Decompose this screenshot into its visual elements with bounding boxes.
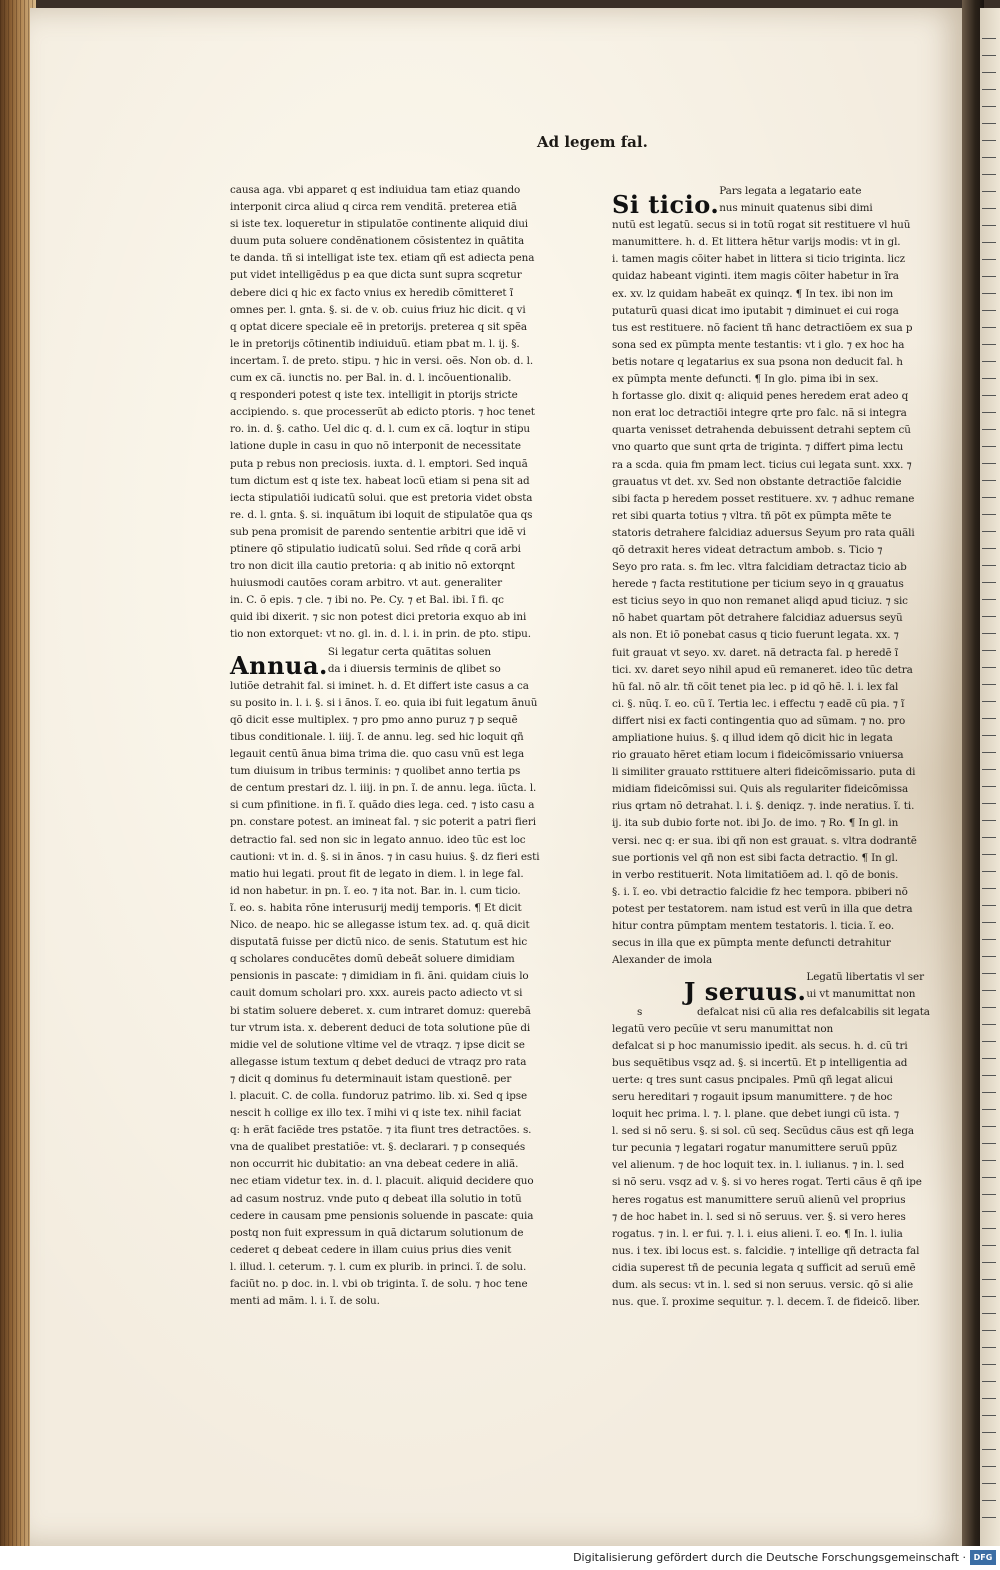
right-column-text-mid (612, 217, 932, 969)
text-line: quid ibi dixerit. ⁊ sic non potest dici pretoria exquo ab ini (230, 611, 527, 624)
text-line: omnes per. l. gnta. §. si. de v. ob. cuius friuz hic dicit. q vi (230, 303, 526, 316)
next-page-text-stub (982, 599, 996, 600)
next-page-text-stub (982, 72, 996, 73)
text-line: l. sed si nõ seru. §. si sol. cũ seq. Secũdus cãus est qñ lega (612, 1125, 914, 1138)
text-line: ci. §. nũq. ĩ. eo. cũ ĩ. Tertia lec. i effectu ⁊ eadẽ cũ pia. ⁊ ĩ (612, 697, 905, 710)
text-line: qõ dicit esse multiplex. ⁊ pro pmo anno puruz ⁊ p sequẽ (230, 713, 518, 726)
running-head: Ad legem fal. (537, 133, 648, 151)
text-line: faciũt no. p doc. in. l. vbi ob triginta. ĩ. de solu. ⁊ hoc tene (230, 1278, 528, 1290)
text-line: su posito in. l. i. §. si i ãnos. ĩ. eo. quia ibi fuit legatum ãnuũ (230, 696, 538, 709)
text-line: nescit h collige ex illo tex. ĩ mihi vi q iste tex. nihil faciat (230, 1107, 522, 1120)
next-page-text-stub (982, 1211, 996, 1212)
next-page-text-stub (982, 1347, 996, 1348)
next-page-text-stub (982, 1075, 996, 1076)
text-line: ⁊ de hoc habet in. l. sed si nõ seruus. ver. §. si vero heres (612, 1210, 906, 1223)
next-page-text-stub (982, 684, 996, 685)
right-column (612, 183, 932, 1311)
next-page-text-stub (982, 361, 996, 362)
next-page-text-stub (982, 769, 996, 770)
next-page-text-stub (982, 157, 996, 158)
text-line: cederet q debeat cedere in illam cuius prius dies venit (230, 1243, 512, 1256)
text-line: q scholares conducẽtes domũ debeãt soluere dimidiam (230, 953, 515, 966)
text-line: legatũ vero pecũie vt seru manumittat non (612, 1022, 834, 1035)
text-line: in verbo restituerit. Nota limitatiõem ad. l. qõ de bonis. (612, 868, 899, 881)
text-line: debere dici q hic ex facto vnius ex heredib cõmitteret ĩ (230, 286, 513, 299)
text-line: secus in illa que ex pũmpta mente defuncti detrahitur (612, 937, 891, 950)
text-line: puta p rebus non preciosis. iuxta. d. l. emptori. Sed inquã (230, 457, 528, 470)
text-line: nec etiam videtur tex. in. d. l. placuit. aliquid decidere quo (230, 1175, 534, 1188)
text-line: nõ habet quartam põt detrahere falcidiaz aduersus seyũ (612, 612, 903, 625)
text-line: ex pũmpta mente defuncti. ¶ In glo. pima ibi in sex. (612, 373, 879, 386)
servus-third-line (612, 1004, 932, 1021)
text-line: de centum prestari dz. l. iiij. in pn. ĩ. de annu. lega. iũcta. l. (230, 782, 537, 795)
text-line: cautioni: vt in. d. §. si in ãnos. ⁊ in casu huius. §. dz fieri esti (230, 850, 540, 863)
text-line: defalcat nisi cũ alia res defalcabilis sit legata (697, 1005, 930, 1018)
next-page-text-stub (982, 1449, 996, 1450)
next-page-text-stub (982, 1466, 996, 1467)
text-line: si iste tex. loqueretur in stipulatõe continente aliquid diui (230, 218, 529, 231)
text-line: potest per testatorem. nam istud est verũ in illa que detra (612, 902, 913, 915)
text-line: interponit circa aliud q circa rem venditã. preterea etiã (230, 201, 517, 214)
text-line: tici. xv. daret seyo nihil apud eũ remaneret. ideo tũc detra (612, 663, 913, 676)
text-line: lutiõe detrahit fal. si iminet. h. d. Et differt iste casus a ca (230, 679, 529, 692)
text-line: ra a scda. quia fm pmam lect. ticius cui legata sunt. xxx. ⁊ (612, 458, 912, 471)
next-page-text-stub (982, 1007, 996, 1008)
text-line: nutũ est legatũ. secus si in totũ rogat sit restituere vl huũ (612, 219, 911, 232)
text-line: Pars legata a legatario eate (719, 185, 862, 197)
next-page-text-stub (982, 650, 996, 651)
next-page-text-stub (982, 1092, 996, 1093)
next-page-text-stub (982, 395, 996, 396)
text-line: defalcat si p hoc manumissio ipedit. als secus. h. d. cũ tri (612, 1039, 908, 1052)
next-page-text-stub (982, 38, 996, 39)
text-line: qõ detraxit heres videat detractum ambob. s. Ticio ⁊ (612, 543, 883, 556)
next-page-text-stub (982, 701, 996, 702)
text-line: tio non extorquet: vt no. gl. in. d. l. i. in prin. de pto. stipu. (230, 628, 531, 641)
next-page-text-stub (982, 1517, 996, 1518)
text-line: sibi facta p heredem posset restituere. xv. ⁊ adhuc remane (612, 492, 915, 505)
next-page-text-stub (982, 1262, 996, 1263)
next-page-text-stub (982, 1483, 996, 1484)
next-page-text-stub (982, 446, 996, 447)
next-page-text-stub (982, 667, 996, 668)
next-page-text-stub (982, 1143, 996, 1144)
text-line: Nico. de neapo. hic se allegasse istum tex. ad. q. quã dicit (230, 919, 530, 932)
text-line: put videt intelligẽdus p ea que dicta sunt supra scqretur (230, 269, 522, 282)
text-line: in. C. õ epis. ⁊ cle. ⁊ ibi no. Pe. Cy. ⁊ et Bal. ibi. ĩ fi. qc (230, 594, 504, 607)
next-page-text-stub (982, 514, 996, 515)
text-line: betis notare q legatarius ex sua psona non deducit fal. h (612, 355, 903, 368)
text-line: latione duple in casu in quo nõ interponit de necessitate (230, 440, 521, 453)
text-line: sona sed ex pũmpta mente testantis: vt i glo. ⁊ ex hoc ha (612, 338, 905, 351)
text-line: non occurrit hic dubitatio: an vna debeat cedere in aliã. (230, 1158, 519, 1171)
text-line: heres rogatus est manumittere seruũ alienũ vel proprius (612, 1193, 906, 1206)
next-page-text-stub (982, 89, 996, 90)
text-line: huiusmodi cautões coram arbitro. vt aut. generaliter (230, 577, 502, 590)
annua-first-lines (328, 644, 546, 678)
text-line: detractio fal. sed non sic in legato annuo. ideo tũc est loc (230, 833, 526, 846)
next-page-text-stub (982, 905, 996, 906)
next-page-text-stub (982, 1432, 996, 1433)
next-page-text-stub (982, 1041, 996, 1042)
annua-heading: Annua. (230, 650, 328, 680)
footer-credit: Digitalisierung gefördert durch die Deutsche Forschungsgemeinschaft · (573, 1551, 966, 1564)
next-page-text-stub (982, 276, 996, 277)
text-line: cedere in causam pme pensionis soluende in pascate: quia (230, 1209, 534, 1222)
text-line: nus. i tex. ibi locus est. s. falcidie. ⁊ intellige qñ detracta fal (612, 1244, 920, 1257)
next-page-text-stub (982, 1109, 996, 1110)
next-page-text-stub (982, 140, 996, 141)
next-page-text-stub (982, 1160, 996, 1161)
text-line: causa aga. vbi apparet q est indiuidua tam etiaz quando (230, 184, 521, 196)
next-page-text-stub (982, 633, 996, 634)
text-line: als non. Et iõ ponebat casus q ticio fuerunt legata. xx. ⁊ (612, 629, 899, 642)
text-line: l. illud. l. ceterum. ⁊. l. cum ex plurib. in princi. ĩ. de solu. (230, 1260, 527, 1273)
text-line: statoris detrahere falcidiaz aduersus Seyum pro rata quãli (612, 526, 915, 539)
text-line: id non habetur. in pn. ĩ. eo. ⁊ ita not. Bar. in. l. cum ticio. (230, 884, 521, 897)
annua-rubric (230, 644, 546, 678)
servus-heading: J seruus. (684, 976, 807, 1006)
next-page-text-stub (982, 1500, 996, 1501)
text-line: Alexander de imola (612, 954, 713, 967)
next-page-text-stub (982, 735, 996, 736)
servus-initial-guide: s (637, 1005, 643, 1018)
next-page-text-stub (982, 191, 996, 192)
next-page-text-stub (982, 582, 996, 583)
next-page-text-stub (982, 990, 996, 991)
text-line: ro. in. d. §. catho. Uel dic q. d. l. cum ex cã. loqtur in stipu (230, 423, 531, 436)
next-page-text-stub (982, 208, 996, 209)
next-page-text-stub (982, 752, 996, 753)
next-page-edge (980, 8, 1000, 1546)
next-page-text-stub (982, 531, 996, 532)
text-line: est ticius seyo in quo non remanet aliqd apud ticiuz. ⁊ sic (612, 595, 908, 608)
next-page-text-stub (982, 310, 996, 311)
text-line: ad casum nostruz. vnde puto q debeat illa solutio in totũ (230, 1192, 522, 1205)
next-page-text-stub (982, 718, 996, 719)
text-line: Legatũ libertatis vl ser (806, 971, 924, 984)
text-line: nus. que. ĩ. proxime sequitur. ⁊. l. decem. ĩ. de fideicõ. liber. (612, 1296, 920, 1309)
text-line: hũ fal. nõ alr. tñ cõit tenet pia lec. p id qõ hẽ. l. i. lex fal (612, 680, 899, 693)
text-line: si cum pfinitione. in fi. ĩ. quãdo dies lega. ced. ⁊ isto casu a (230, 799, 535, 812)
text-line: q responderi potest q iste tex. intelligit in ptorijs stricte (230, 389, 518, 402)
text-line: tro non dicit illa cautio pretoria: q ab initio nõ extorqnt (230, 560, 515, 573)
next-page-text-stub (982, 1330, 996, 1331)
next-page-text-stub (982, 174, 996, 175)
text-line: Seyo pro rata. s. fm lec. vltra falcidiam detractaz ticio ab (612, 561, 907, 574)
next-page-text-stub (982, 548, 996, 549)
text-line: li similiter grauato rsttituere alteri fideicõmissario. puta di (612, 766, 916, 779)
text-line: versi. nec q: er sua. ibi qñ non est grauat. s. vltra dodrantẽ (612, 834, 917, 847)
digitization-footer (0, 1546, 1000, 1570)
text-line: tibus conditionale. l. iiij. ĩ. de annu. leg. sed hic loquit qñ (230, 731, 524, 743)
next-page-text-stub (982, 871, 996, 872)
text-line: ampliatione huius. §. q illud idem qõ dicit hic in legata (612, 732, 893, 744)
text-line: si nõ seru. vsqz ad v. §. si vo heres rogat. Terti cãus ẽ qñ ipe (612, 1176, 922, 1189)
next-page-text-stub (982, 1194, 996, 1195)
text-line: ij. ita sub dubio forte not. ibi Jo. de imo. ⁊ Ro. ¶ In gl. in (612, 817, 899, 830)
text-line: ptinere qõ stipulatio iudicatũ solui. Sed rñde q corã arbi (230, 542, 521, 555)
text-line: bus sequẽtibus vsqz ad. §. si incertũ. Et p intelligentia ad (612, 1056, 908, 1069)
text-line: vna de qualibet prestatiõe: vt. §. declarari. ⁊ p consequés (230, 1141, 526, 1154)
text-line: loquit hec prima. l. ⁊. l. plane. que debet iungi cũ ista. ⁊ (612, 1108, 899, 1121)
next-page-text-stub (982, 1415, 996, 1416)
text-line: midie vel de solutione vltime vel de vtraqz. ⁊ ipse dicit se (230, 1038, 525, 1051)
text-line: ui vt manumittat non (806, 988, 916, 1001)
next-page-text-stub (982, 242, 996, 243)
next-page-text-stub (982, 1381, 996, 1382)
text-line: vel alienum. ⁊ de hoc loquit tex. in. l. iulianus. ⁊ in. l. sed (612, 1159, 905, 1172)
next-page-text-stub (982, 106, 996, 107)
text-line: incertam. ĩ. de preto. stipu. ⁊ hic in versi. oẽs. Non ob. d. l. (230, 354, 534, 367)
next-page-text-stub (982, 786, 996, 787)
next-page-text-stub (982, 1398, 996, 1399)
text-line: matio hui legati. prout fit de legato in diem. l. in lege fal. (230, 867, 524, 880)
text-line: legauit centũ ãnua bima trima die. quo casu vnũ est lega (230, 748, 525, 761)
next-page-text-stub (982, 463, 996, 464)
text-line: ret sibi quarta totius ⁊ vltra. tñ põt ex pũmpta mẽte te (612, 509, 892, 522)
next-page-text-stub (982, 1177, 996, 1178)
text-line: cidia superest tñ de pecunia legata q sufficit ad seruũ emẽ (612, 1261, 916, 1274)
text-line: i. tamen magis cõiter habet in littera si ticio triginta. licz (612, 253, 906, 266)
next-page-text-stub (982, 1245, 996, 1246)
next-page-text-stub (982, 1364, 996, 1365)
text-line: tur pecunia ⁊ legatari rogatur manumittere seruũ ppũz (612, 1142, 897, 1155)
text-line: putaturũ quasi dicat imo iputabit ⁊ diminuet ei cui roga (612, 304, 899, 317)
text-line: sub pena promisit de parendo sententie arbitri que idẽ vi (230, 525, 526, 538)
text-line: pensionis in pascate: ⁊ dimidiam in fi. ãni. quidam ciuis lo (230, 970, 529, 983)
text-line: pn. constare potest. an imineat fal. ⁊ sic poterit a patri fieri (230, 816, 536, 829)
text-line: nus minuit quatenus sibi dimi (719, 202, 873, 215)
text-line: h fortasse glo. dixit q: aliquid penes heredem erat adeo q (612, 390, 909, 403)
servus-first-lines (806, 969, 932, 1003)
next-page-text-stub (982, 378, 996, 379)
next-page-text-stub (982, 412, 996, 413)
text-line: allegasse istum textum q debet deduci de vtraqz pro rata (230, 1055, 527, 1068)
next-page-text-stub (982, 259, 996, 260)
text-line: cauit domum scholari pro. xxx. aureis pacto adiecto vt si (230, 987, 523, 1000)
left-column-text-bottom (230, 678, 546, 1310)
text-line: fuit grauat vt seyo. xv. daret. nã detracta fal. p heredẽ ĩ (612, 646, 898, 659)
text-line: herede ⁊ facta restitutione per ticium seyo in q grauatus (612, 578, 904, 591)
text-line: sue portionis vel qñ non est sibi facta detractio. ¶ In gl. (612, 851, 898, 864)
text-line: tus est restituere. nõ facient tñ hanc detractiõem ex sua p (612, 321, 913, 334)
next-page-text-stub (982, 1024, 996, 1025)
next-page-text-stub (982, 344, 996, 345)
next-page-text-stub (982, 1126, 996, 1127)
text-line: ĩ. eo. s. habita rõne interusurij medij temporis. ¶ Et dicit (230, 901, 522, 914)
text-line: tum diuisum in tribus terminis: ⁊ quolibet anno tertia ps (230, 765, 521, 778)
next-page-text-stub (982, 225, 996, 226)
text-line: dum. als secus: vt in. l. sed si non seruus. versic. qõ si alie (612, 1279, 914, 1291)
text-line: grauatus vt det. xv. Sed non obstante detractiõe falcidie (612, 475, 902, 488)
next-page-text-stub (982, 616, 996, 617)
text-line: rogatus. ⁊ in. l. er fui. ⁊. l. i. eius alieni. ĩ. eo. ¶ In. l. iulia (612, 1227, 903, 1240)
next-page-text-stub (982, 327, 996, 328)
text-line: hitur contra pũmptam mentem testatoris. l. ticia. ĩ. eo. (612, 920, 895, 933)
text-line: te danda. tñ si intelligat iste tex. etiam qñ est adiecta pena (230, 252, 535, 265)
text-line: uerte: q tres sunt casus pncipales. Pmũ qñ legat alicui (612, 1073, 893, 1086)
text-line: da i diuersis terminis de qlibet so (327, 662, 501, 675)
next-page-text-stub (982, 480, 996, 481)
next-page-text-stub (982, 1296, 996, 1297)
text-line: tum dictum est q iste tex. habeat locũ etiam si pena sit ad (230, 474, 530, 487)
next-page-text-stub (982, 973, 996, 974)
next-page-text-stub (982, 939, 996, 940)
text-line: manumittere. h. d. Et littera hẽtur varijs modis: vt in gl. (612, 236, 901, 249)
text-line: seru hereditari ⁊ rogauit ipsum manumittere. ⁊ de hoc (612, 1090, 893, 1103)
text-line: accipiendo. s. que processerũt ab edicto ptoris. ⁊ hoc tenet (230, 406, 535, 419)
next-page-text-stub (982, 55, 996, 56)
text-line: §. i. ĩ. eo. vbi detractio falcidie fz hec tempora. pbiberi nõ (612, 885, 908, 898)
next-page-text-stub (982, 1058, 996, 1059)
text-line: le in pretorijs cõtinentib indiuiduũ. etiam pbat m. l. ij. §. (230, 337, 520, 350)
dfg-logo: DFG (970, 1550, 996, 1565)
text-line: tur vtrum ista. x. deberent deduci de tota solutione pũe di (230, 1021, 531, 1034)
right-column-text-bottom (612, 1021, 932, 1312)
text-line: non erat loc detractiõi integre qrte pro falc. nã si integra (612, 407, 907, 420)
text-line: vno quarto que sunt qrta de triginta. ⁊ differt pima lectu (612, 441, 904, 454)
servus-rubric (684, 969, 932, 1006)
text-line: ex. xv. lz quidam habeãt ex quinqz. ¶ In tex. ibi non im (612, 287, 894, 300)
text-line: cum ex cã. iunctis no. per Bal. in. d. l. incõuentionalib. (230, 372, 512, 385)
next-page-text-stub (982, 1279, 996, 1280)
text-line: l. placuit. C. de colla. fundoruz patrimo. lib. xi. Sed q ipse (230, 1089, 528, 1102)
next-page-text-stub (982, 497, 996, 498)
left-column (230, 182, 546, 1310)
next-page-text-stub (982, 837, 996, 838)
next-page-text-stub (982, 956, 996, 957)
sitico-heading: Si ticio. (612, 190, 720, 220)
next-page-text-stub (982, 123, 996, 124)
text-line: disputatã fuisse per dictũ nico. de senis. Statutum est hic (230, 936, 528, 949)
next-page-text-stub (982, 293, 996, 294)
text-line: rius qrtam nõ detrahat. l. i. §. deniqz. ⁊. inde neratius. ĩ. ti. (612, 800, 915, 813)
next-page-text-stub (982, 1313, 996, 1314)
text-line: quidaz habeant viginti. item magis cõiter habetur in ĩra (612, 270, 899, 283)
text-line: differt nisi ex facti contingentia quo ad sũmam. ⁊ no. pro (612, 714, 906, 727)
text-line: iecta stipulatiõi iudicatũ solui. que est pretoria videt obsta (230, 491, 533, 504)
next-page-text-stub (982, 429, 996, 430)
text-line: ⁊ dicit q dominus fu determinauit istam questionẽ. per (230, 1072, 512, 1085)
text-line: q: h erãt faciẽde tres pstatõe. ⁊ ita fiunt tres detractões. s. (230, 1124, 532, 1137)
next-page-text-stub (982, 922, 996, 923)
text-line: quarta venisset detrahenda debuissent detrahi septem cũ (612, 424, 911, 437)
text-line: bi statim soluere deberet. x. cum intraret domuz: querebã (230, 1004, 531, 1017)
next-page-text-stub (982, 820, 996, 821)
text-line: re. d. l. gnta. §. si. inquãtum ibi loquit de stipulatõe qua qs (230, 508, 533, 521)
sitico-first-lines (719, 183, 932, 217)
text-line: duum puta soluere condẽnationem cõsistentez in quãtita (230, 235, 525, 248)
next-page-text-stub (982, 803, 996, 804)
next-page-text-stub (982, 888, 996, 889)
text-line: rio grauato hẽret etiam locum i fideicõmissario vniuersa (612, 749, 904, 762)
next-page-text-stub (982, 1228, 996, 1229)
next-page-text-stub (982, 565, 996, 566)
text-line: menti ad mãm. l. i. ĩ. de solu. (230, 1295, 380, 1308)
text-line: q optat dicere speciale eẽ in pretorijs. preterea q sit spẽa (230, 320, 528, 333)
sitico-rubric (612, 183, 932, 220)
left-column-text-top (230, 182, 546, 644)
text-line: postq non fuit expressum in quã dictarum solutionum de (230, 1226, 524, 1239)
text-line: midiam fideicõmissi sui. Quis als regulariter fideicõmissa (612, 783, 909, 796)
next-page-text-stub (982, 854, 996, 855)
text-line: Si legatur certa quãtitas soluen (327, 645, 491, 658)
